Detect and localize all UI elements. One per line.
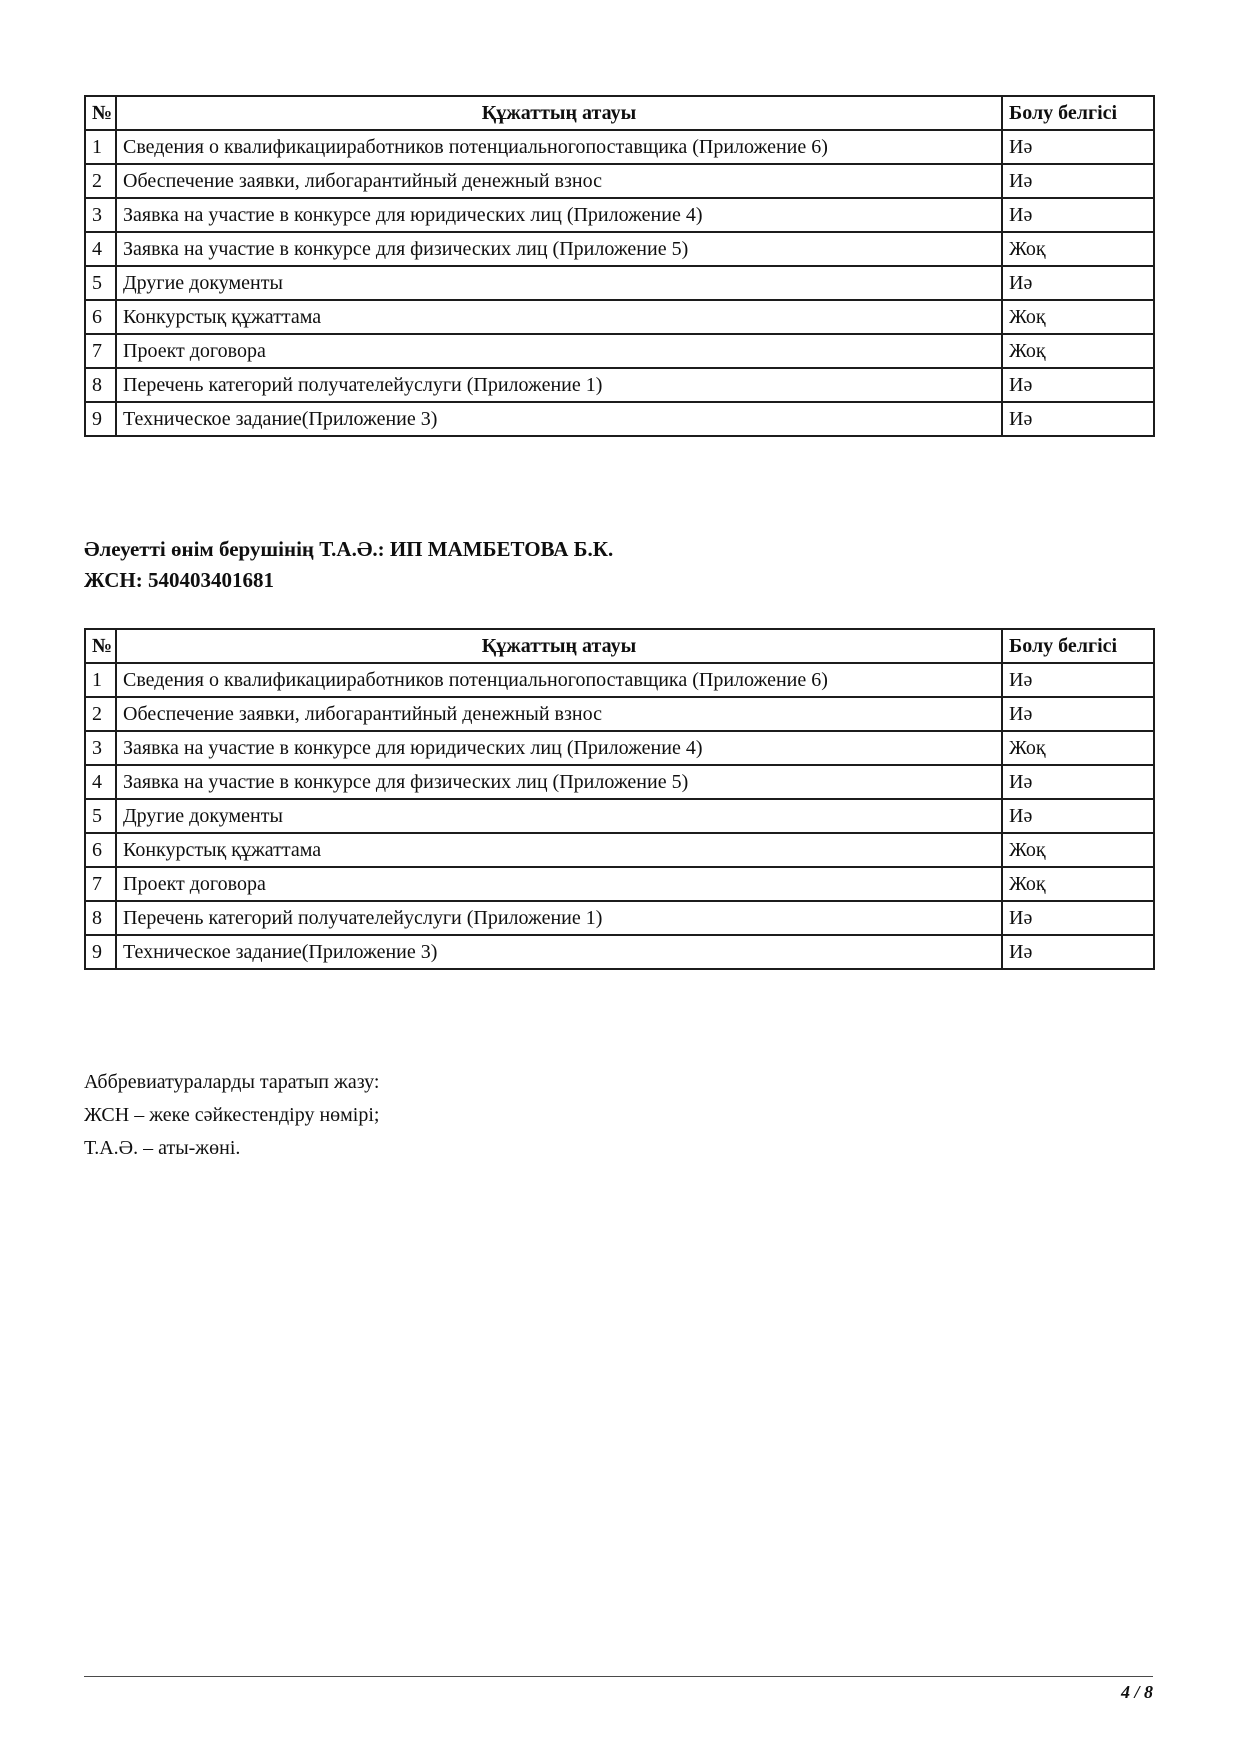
presence-mark: Иә [1002,663,1154,697]
presence-mark: Иә [1002,130,1154,164]
table-row [85,334,1154,368]
table-row [85,765,1154,799]
presence-mark: Иә [1002,164,1154,198]
column-header-number: № [85,629,116,663]
table-2-body [85,663,1154,969]
presence-mark: Иә [1002,901,1154,935]
table-header-row [85,96,1154,130]
row-number: 2 [85,697,116,731]
presence-mark: Иә [1002,198,1154,232]
documents-table-2 [84,628,1155,970]
row-number: 3 [85,731,116,765]
document-name: Сведения о квалификацииработников потенциальногопоставщика (Приложение 6) [116,130,1002,164]
presence-mark: Жоқ [1002,731,1154,765]
document-name: Техническое задание(Приложение 3) [116,935,1002,969]
row-number: 2 [85,164,116,198]
table-2-header [85,629,1154,663]
row-number: 8 [85,901,116,935]
column-header-document-name: Құжаттың атауы [116,629,1002,663]
table-row [85,368,1154,402]
footer-divider [84,1676,1153,1677]
table-1-header [85,96,1154,130]
table-row [85,901,1154,935]
document-name: Перечень категорий получателейуслуги (Приложение 1) [116,901,1002,935]
table-row [85,867,1154,901]
abbreviation-tae-line: Т.А.Ә. – аты-жөні. [84,1137,241,1159]
document-name: Заявка на участие в конкурсе для юридических лиц (Приложение 4) [116,198,1002,232]
presence-mark: Жоқ [1002,232,1154,266]
supplier-name-line: Әлеуетті өнім берушінің Т.А.Ә.: ИП МАМБЕТОВА Б.К. [84,537,614,561]
document-name: Проект договора [116,334,1002,368]
presence-mark: Жоқ [1002,334,1154,368]
table-header-row [85,629,1154,663]
row-number: 8 [85,368,116,402]
presence-mark: Иә [1002,697,1154,731]
presence-mark: Жоқ [1002,833,1154,867]
row-number: 7 [85,334,116,368]
table-1-body [85,130,1154,436]
table-row [85,300,1154,334]
abbreviation-zhsn-line: ЖСН – жеке сәйкестендіру нөмірі; [84,1104,380,1126]
supplier-heading [84,534,613,596]
documents-table-1 [84,95,1155,437]
page-number: 4 / 8 [1120,1682,1153,1702]
table-row [85,799,1154,833]
presence-mark: Иә [1002,402,1154,436]
document-name: Конкурстық құжаттама [116,833,1002,867]
abbreviations-title: Аббревиатураларды таратып жазу: [84,1071,380,1093]
row-number: 9 [85,402,116,436]
table-row [85,266,1154,300]
table-row [85,731,1154,765]
document-name: Сведения о квалификацииработников потенциальногопоставщика (Приложение 6) [116,663,1002,697]
row-number: 1 [85,130,116,164]
row-number: 7 [85,867,116,901]
presence-mark: Жоқ [1002,867,1154,901]
document-name: Заявка на участие в конкурсе для юридических лиц (Приложение 4) [116,731,1002,765]
row-number: 4 [85,232,116,266]
row-number: 6 [85,300,116,334]
document-name: Обеспечение заявки, либогарантийный денежный взнос [116,697,1002,731]
row-number: 1 [85,663,116,697]
document-name: Обеспечение заявки, либогарантийный денежный взнос [116,164,1002,198]
document-name: Другие документы [116,266,1002,300]
document-name: Конкурстық құжаттама [116,300,1002,334]
table-row [85,198,1154,232]
document-name: Техническое задание(Приложение 3) [116,402,1002,436]
document-name: Другие документы [116,799,1002,833]
table-row [85,697,1154,731]
row-number: 6 [85,833,116,867]
document-name: Перечень категорий получателейуслуги (Приложение 1) [116,368,1002,402]
column-header-presence-mark: Болу белгісі [1002,96,1154,130]
abbreviations-block [84,1066,379,1165]
document-name: Заявка на участие в конкурсе для физических лиц (Приложение 5) [116,232,1002,266]
column-header-document-name: Құжаттың атауы [116,96,1002,130]
presence-mark: Иә [1002,935,1154,969]
presence-mark: Иә [1002,368,1154,402]
table-row [85,164,1154,198]
table-row [85,232,1154,266]
column-header-number: № [85,96,116,130]
document-name: Заявка на участие в конкурсе для физических лиц (Приложение 5) [116,765,1002,799]
row-number: 4 [85,765,116,799]
row-number: 3 [85,198,116,232]
document-name: Проект договора [116,867,1002,901]
presence-mark: Иә [1002,799,1154,833]
presence-mark: Иә [1002,266,1154,300]
row-number: 5 [85,799,116,833]
table-row [85,833,1154,867]
column-header-presence-mark: Болу белгісі [1002,629,1154,663]
row-number: 5 [85,266,116,300]
presence-mark: Жоқ [1002,300,1154,334]
row-number: 9 [85,935,116,969]
presence-mark: Иә [1002,765,1154,799]
supplier-iin-line: ЖСН: 540403401681 [84,568,274,592]
table-row [85,402,1154,436]
table-row [85,663,1154,697]
table-row [85,130,1154,164]
table-row [85,935,1154,969]
